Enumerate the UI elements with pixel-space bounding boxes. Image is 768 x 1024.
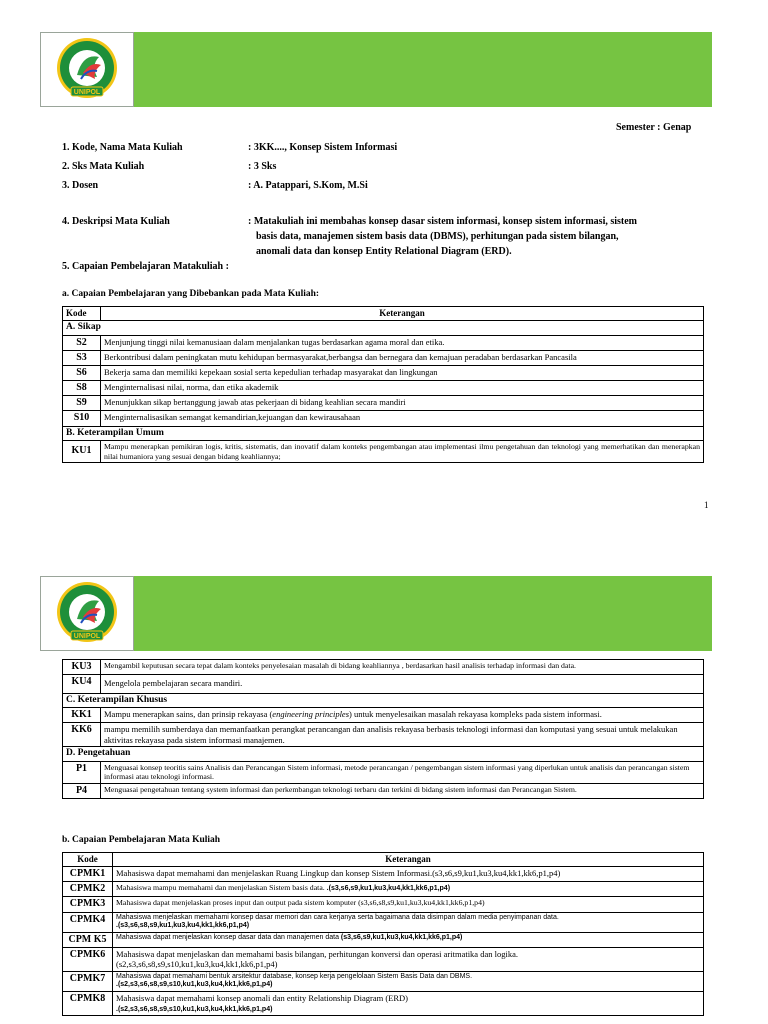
unipol-seal-icon	[47, 35, 127, 105]
header-kode: Kode	[63, 307, 101, 321]
row-code: P1	[63, 761, 101, 783]
row-code: S3	[63, 350, 101, 365]
university-logo	[40, 32, 134, 107]
row-code: S8	[63, 381, 101, 396]
row-text: Menunjukkan sikap bertanggung jawab atas pekerjaan di bidang keahlian secara mandiri	[101, 396, 704, 411]
row-code: KU1	[63, 441, 101, 463]
section-row	[63, 693, 704, 708]
row-text: Mahasiswa menjelaskan memahami konsep dasar memori dan cara kerjanya serta bagaimana data disimpan dalam media penyimpanan data. .(s3,s6,s8,s9,ku1,ku3,ku4,kk1,kk6,p1,p4)	[113, 912, 704, 932]
course-code-value: : 3KK...., Konsep Sistem Informasi	[248, 142, 398, 153]
table-row	[63, 897, 704, 912]
table-row	[63, 381, 704, 396]
table-row	[63, 991, 704, 1016]
row-code: KU4	[63, 675, 101, 693]
row-code: S9	[63, 396, 101, 411]
row-text: Mahasiswa dapat menjelaskan dan memahami basis bilangan, perhitungan konversi dan operasi aritmatika dan logika. (s2,s3,s6,s8,s9,s10,ku1,ku3,ku4,kk1,kk6,p1,p4)	[113, 947, 704, 971]
table-row	[63, 866, 704, 881]
section-row	[63, 747, 704, 762]
table-row	[63, 675, 704, 693]
page-number: 1	[704, 500, 709, 510]
section-b-title: b. Capaian Pembelajaran Mata Kuliah	[62, 835, 221, 845]
section-b-table	[62, 852, 704, 1016]
section-row	[63, 426, 704, 441]
table-row	[63, 411, 704, 426]
row-text: Mampu menerapkan sains, dan prinsip rekayasa (engineering principles) untuk menyelesaikan masalah rekayasa kompleks pada sistem informasi.	[101, 708, 704, 723]
section-keterampilan-khusus: C. Keterampilan Khusus	[63, 693, 704, 708]
row-text: Mahasiswa dapat menjelaskan konsep dasar data dan manajemen data (s3,s6,s9,ku1,ku3,ku4,kk1,kk6,p1,p4)	[113, 932, 704, 947]
table-header-row	[63, 307, 704, 321]
header-green-band	[134, 576, 712, 651]
section-keterampilan-umum: B. Keterampilan Umum	[63, 426, 704, 441]
row-text: Mampu menerapkan pemikiran logis, kritis, sistematis, dan inovatif dalam konteks pengembangan atau implementasi ilmu pengetahuan dan teknologi yang memerhatikan dan menerapkan nilai humaniora yang sesuai dengan bidang keahliannya;	[101, 441, 704, 463]
row-text: Mahasiswa dapat memahami dan menjelaskan Ruang Lingkup dan konsep Sistem Informasi.(s3,s6,s9,ku1,ku3,ku4,kk1,kk6,p1,p4)	[113, 866, 704, 881]
row-code: CPMK7	[63, 971, 113, 991]
row-code: P4	[63, 783, 101, 798]
header-keterangan: Keterangan	[113, 853, 704, 867]
table-row	[63, 723, 704, 747]
unipol-seal-icon	[47, 579, 127, 649]
table-row	[63, 708, 704, 723]
sks-label: 2. Sks Mata Kuliah	[62, 161, 145, 172]
row-code: S2	[63, 335, 101, 350]
table-header-row	[63, 853, 704, 867]
row-text: Bekerja sama dan memiliki kepekaan sosial serta kepedulian terhadap masyarakat dan lingkungan	[101, 365, 704, 380]
course-code-label: 1. Kode, Nama Mata Kuliah	[62, 142, 183, 153]
row-code: CPM K5	[63, 932, 113, 947]
page1-header	[40, 32, 712, 107]
row-text: Menguasai konsep teoritis sains Analisis dan Perancangan Sistem informasi, metode perancangan / pengembangan sistem informasi yang diperlukan untuk analisis dan perancangan sistem informasi atau teknologi informasi.	[101, 761, 704, 783]
cpmk-label: 5. Capaian Pembelajaran Matakuliah :	[62, 261, 229, 272]
row-code: CPMK8	[63, 991, 113, 1016]
section-a-table	[62, 306, 704, 463]
table-row	[63, 350, 704, 365]
section-a-continued-table	[62, 659, 704, 799]
section-a-title: a. Capaian Pembelajaran yang Dibebankan pada Mata Kuliah:	[62, 289, 320, 299]
table-row	[63, 365, 704, 380]
row-text: Menjunjung tinggi nilai kemanusiaan dalam menjalankan tugas berdasarkan agama moral dan etika.	[101, 335, 704, 350]
row-text: Mahasiswa dapat menjelaskan proses input dan output pada sistem komputer (s3,s6,s8,s9,ku1,ku3,ku4,kk1,kk6,p1,p4)	[113, 897, 704, 912]
row-code: CPMK4	[63, 912, 113, 932]
row-code: S6	[63, 365, 101, 380]
svg-text:UNIPOL: UNIPOL	[73, 632, 101, 640]
row-text: Mengambil keputusan secara tepat dalam konteks penyelesaian masalah di bidang keahliannya , berdasarkan hasil analisis terhadap informasi dan data.	[101, 660, 704, 675]
svg-text:UNIPOL: UNIPOL	[73, 88, 101, 96]
table-row	[63, 971, 704, 991]
row-code: KK1	[63, 708, 101, 723]
row-code: CPMK1	[63, 866, 113, 881]
description-label: 4. Deskripsi Mata Kuliah	[62, 216, 170, 227]
row-code: KK6	[63, 723, 101, 747]
header-green-band	[134, 32, 712, 107]
table-row	[63, 912, 704, 932]
description-line-1: : Matakuliah ini membahas konsep dasar sistem informasi, konsep sistem informasi, sistem	[248, 216, 638, 227]
semester-label: Semester : Genap	[616, 122, 692, 133]
table-row	[63, 947, 704, 971]
row-text: Berkontribusi dalam peningkatan mutu kehidupan bermasyarakat,berbangsa dan bernegara dan kemajuan peradaban berdasarkan Pancasila	[101, 350, 704, 365]
table-row	[63, 660, 704, 675]
section-sikap: A. Sikap	[63, 320, 704, 335]
row-text: Mahasiswa dapat memahami konsep anomali dan entity Relationship Diagram (ERD) .(s2,s3,s6,s8,s9,s10,ku1,ku3,ku4,kk1,kk6,p1,p4)	[113, 991, 704, 1016]
table-row	[63, 335, 704, 350]
header-kode: Kode	[63, 853, 113, 867]
lecturer-value: : A. Patappari, S.Kom, M.Si	[248, 180, 368, 191]
section-pengetahuan: D. Pengetahuan	[63, 747, 704, 762]
row-code: CPMK3	[63, 897, 113, 912]
row-code: KU3	[63, 660, 101, 675]
row-code: CPMK6	[63, 947, 113, 971]
table-row	[63, 783, 704, 798]
row-text: Menginternalisasi nilai, norma, dan etika akademik	[101, 381, 704, 396]
university-logo	[40, 576, 134, 651]
row-text: Menguasai pengetahuan tentang system informasi dan perkembangan teknologi terbaru dan terkini di bidang sistem informasi dan Perancangan Sistem.	[101, 783, 704, 798]
page2-header	[40, 576, 712, 651]
table-row	[63, 882, 704, 897]
row-code: S10	[63, 411, 101, 426]
description-line-3: anomali data dan konsep Entity Relational Diagram (ERD).	[256, 246, 512, 257]
table-row	[63, 441, 704, 463]
header-keterangan: Keterangan	[101, 307, 704, 321]
row-text: Mahasiswa dapat memahami bentuk arsitektur database, konsep kerja pengelolaan Sistem Basis Data dan DBMS. .(s2,s3,s6,s8,s9,s10,ku1,ku3,ku4,kk1,kk6,p1,p4)	[113, 971, 704, 991]
row-text: mampu memilih sumberdaya dan memanfaatkan perangkat perancangan dan analisis rekayasa berbasis teknologi informasi dan komputasi yang sesuai untuk melakukan aktivitas rekayasa pada sistem informasi manajemen.	[101, 723, 704, 747]
row-code: CPMK2	[63, 882, 113, 897]
table-row	[63, 761, 704, 783]
row-text: Mahasiswa mampu memahami dan menjelaskan Sistem basis data. .(s3,s6,s9,ku1,ku3,ku4,kk1,kk6,p1,p4)	[113, 882, 704, 897]
sks-value: : 3 Sks	[248, 161, 277, 172]
section-row	[63, 320, 704, 335]
table-row	[63, 932, 704, 947]
description-line-2: basis data, manajemen sistem basis data (DBMS), perhitungan pada sistem bilangan,	[256, 231, 619, 242]
table-row	[63, 396, 704, 411]
lecturer-label: 3. Dosen	[62, 180, 99, 191]
row-text: Mengelola pembelajaran secara mandiri.	[101, 675, 704, 693]
row-text: Menginternalisasikan semangat kemandirian,kejuangan dan kewirausahaan	[101, 411, 704, 426]
